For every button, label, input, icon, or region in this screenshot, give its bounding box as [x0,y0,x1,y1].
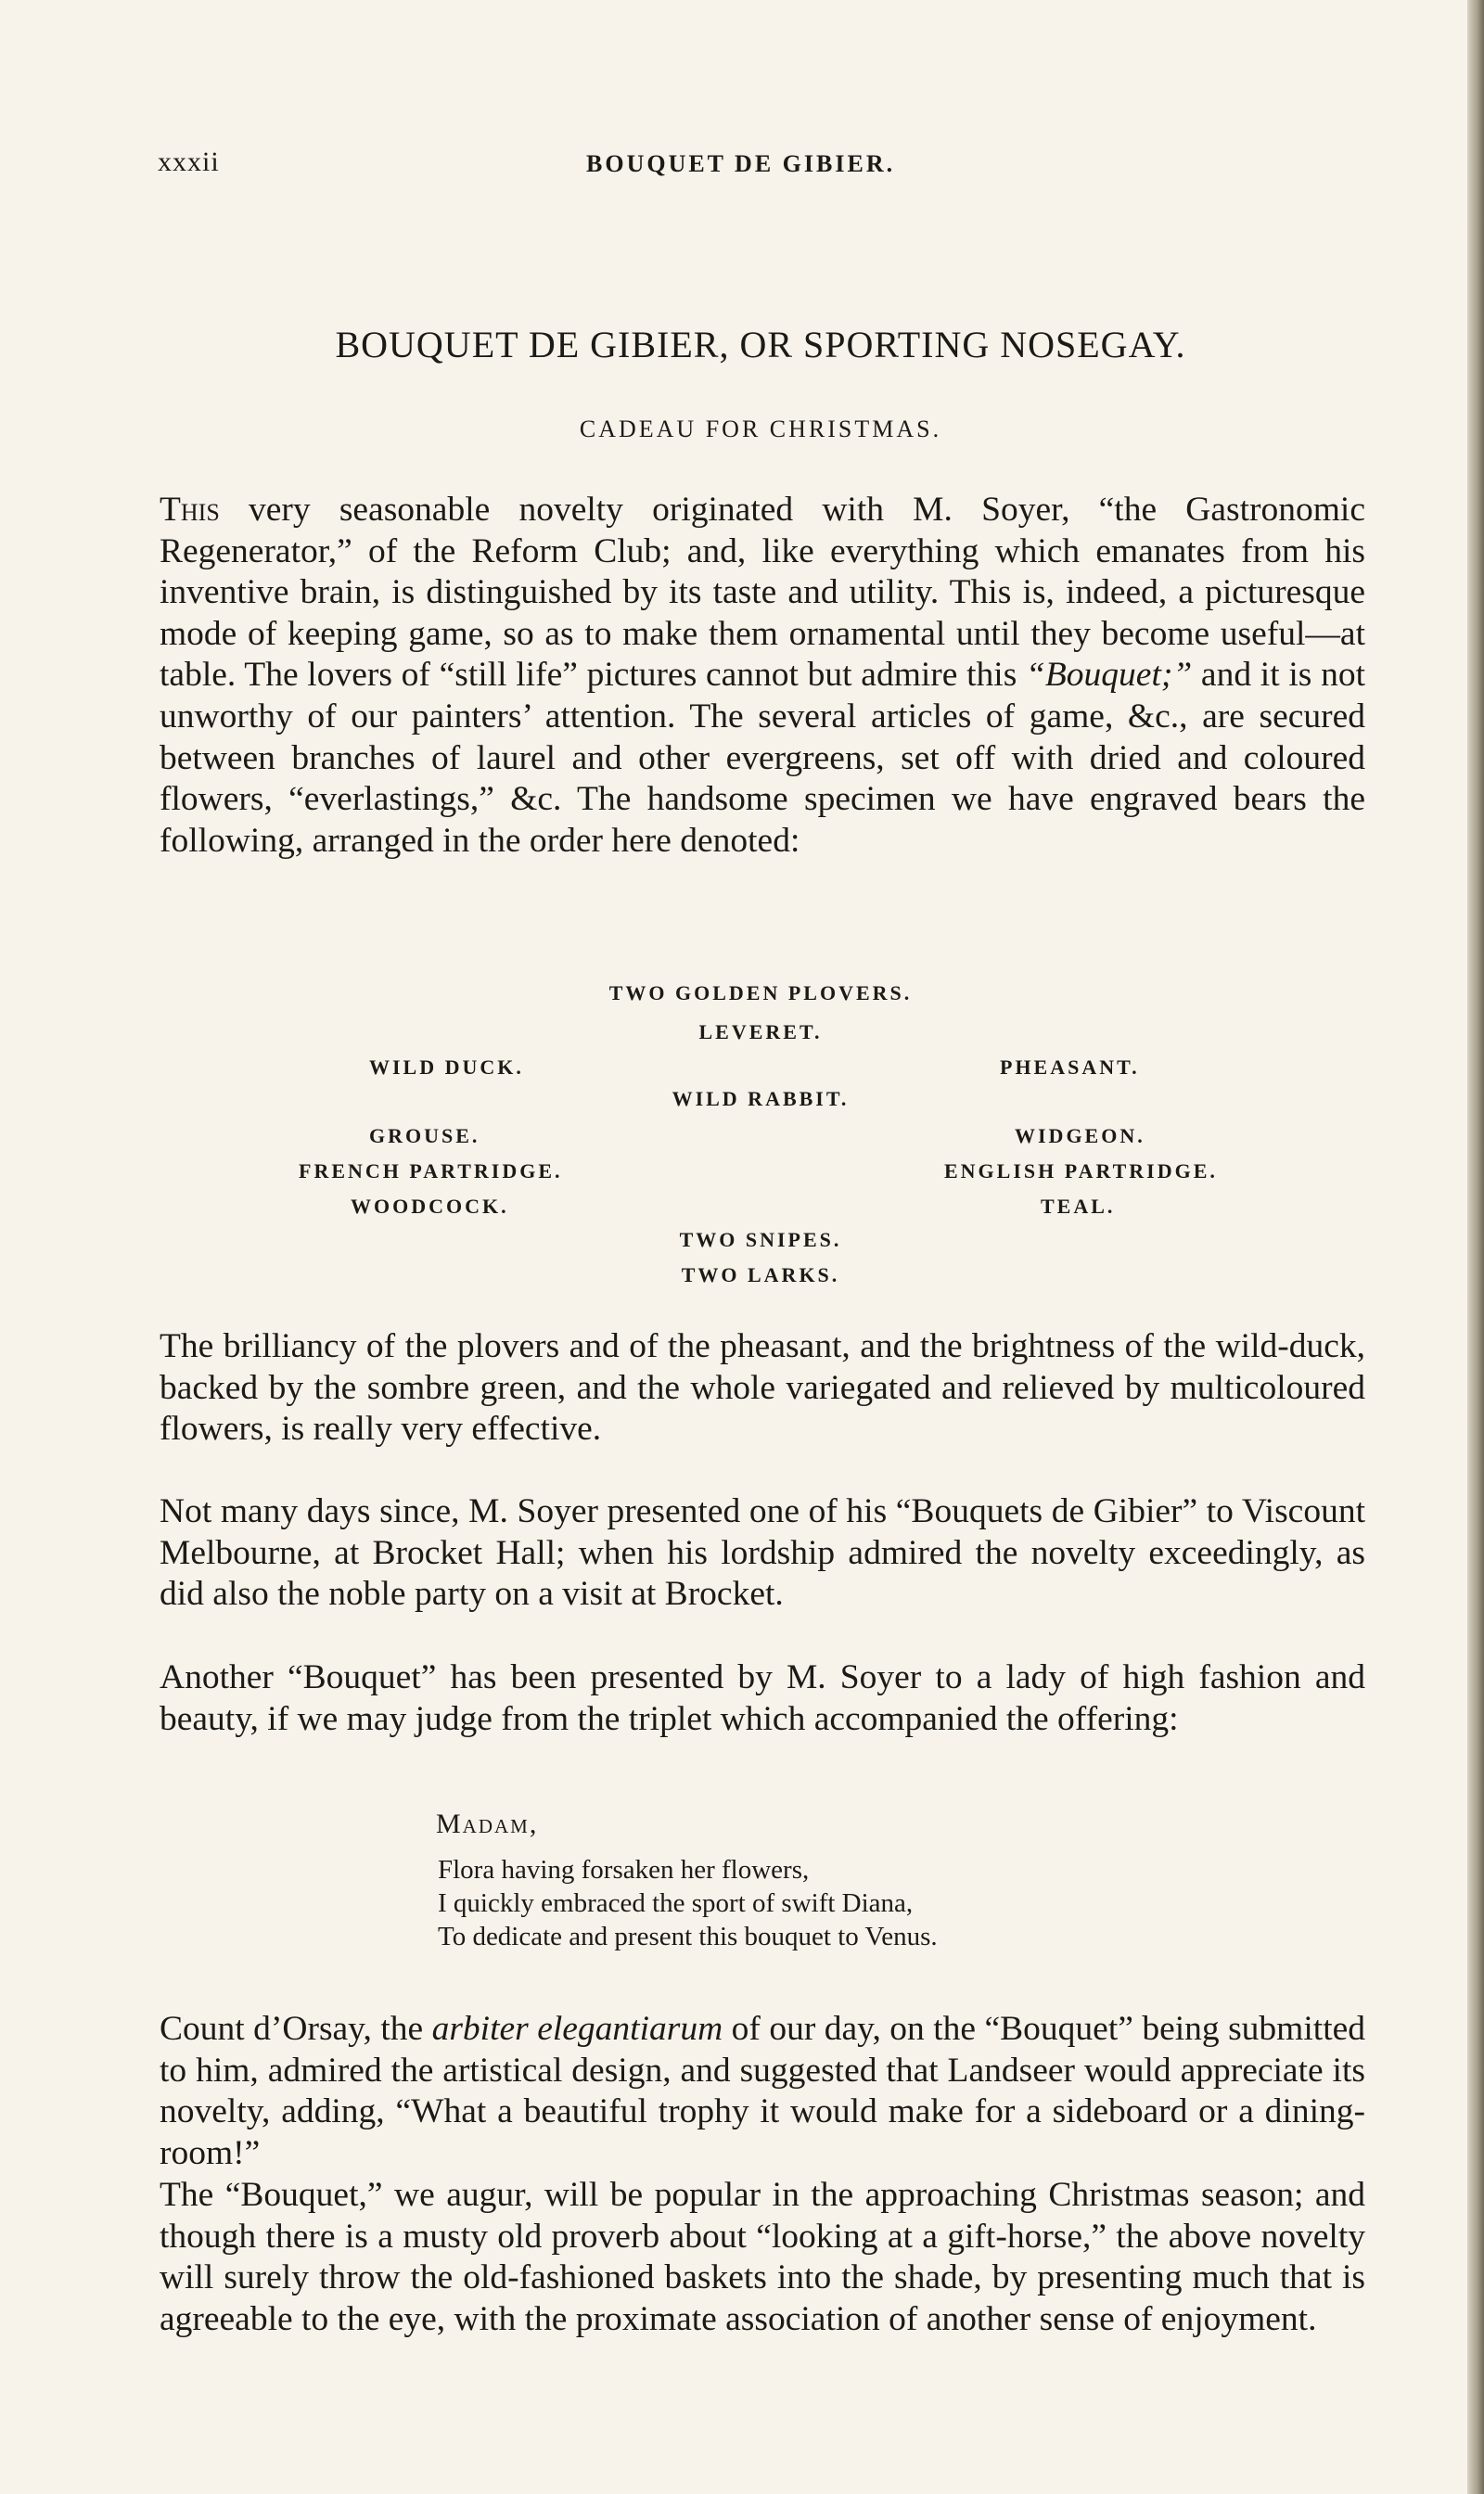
another-bouquet-paragraph: Another “Bouquet” has been presented by M. Soyer to a lady of high fashion and beauty, if we may judge from the triplet which accompanied the offering: [160,1658,1365,1738]
christmas-paragraph: The “Bouquet,” we augur, will be popular in the approaching Christmas season; and though there is a musty old proverb about “looking at a gift-horse,” the above novelty will surely throw the old-fashioned baskets into the shade, by presenting much that is agreeable to the eye, with the proximate association of another sense of enjoyment. [160,2176,1365,2338]
dorsay-text-2: of our day, on the “Bouquet” being submitted to him, admired the artistical design, and suggested that Landseer would appreciate its novelty, adding, “What a beautiful trophy it would make for a sideboard or a dining-room!” [160,2010,1366,2172]
list-item-two-larks: TWO LARKS. [681,1263,840,1286]
triplet-salutation: Madam, [436,1809,539,1839]
list-item-leveret: LEVERET. [698,1020,823,1043]
article-subtitle: CADEAU FOR CHRISTMAS. [579,416,942,442]
triplet-line-1: Flora having forsaken her flowers, [438,1855,810,1885]
triplet-verse [438,1853,938,1953]
page-number: xxxii [158,147,220,177]
intro-lead-word: This [160,491,220,529]
intro-emphasis: “Bouquet;” [1026,656,1193,695]
intro-text-1: very seasonable novelty originated with M. Soyer, “the Gastronomic Regenerator,” of the Reform Club; and, like everything which emanates from his inventive brain, is distinguished by its taste and utility. This is, indeed, a picturesque mode of keeping game, so as to make them ornamental until they become useful—at table. The lovers of “still life” pictures cannot but admire this [160,491,1365,695]
list-item-pheasant: PHEASANT. [1000,1055,1140,1079]
list-item-teal: TEAL. [1041,1195,1116,1218]
dorsay-emphasis: arbiter elegantiarum [431,2010,723,2048]
list-item-french-partridge: FRENCH PARTRIDGE. [299,1159,563,1183]
game-arrangement-list [158,981,1363,1297]
list-item-english-partridge: ENGLISH PARTRIDGE. [944,1159,1218,1183]
running-head [158,147,1363,187]
intro-text-2: and it is not unworthy of our painters’ attention. The several articles of game, &c., are secured between branches of laurel and other evergreens, set off with dried and coloured flowers, “everlastings,” &c. The handsome specimen we have engraved bears the following, arranged in the order here denoted: [160,656,1365,860]
list-item-widgeon: WIDGEON. [1015,1124,1145,1147]
list-item-grouse: GROUSE. [369,1124,480,1147]
list-item-wild-duck: WILD DUCK. [369,1055,524,1079]
dorsay-text-1: Count d’Orsay, the [160,2010,432,2048]
article-title: BOUQUET DE GIBIER, OR SPORTING NOSEGAY. [335,324,1186,365]
list-item-two-golden-plovers: TWO GOLDEN PLOVERS. [608,981,913,1004]
intro-paragraph [160,490,1365,862]
brilliancy-paragraph: The brilliancy of the plovers and of the pheasant, and the brightness of the wild-duck, backed by the sombre green, and the whole variegated and relieved by multicoloured flowers, is really very effective. [160,1327,1365,1449]
list-item-woodcock: WOODCOCK. [351,1195,509,1218]
list-item-two-snipes: TWO SNIPES. [679,1228,842,1251]
running-title: BOUQUET DE GIBIER. [586,150,896,177]
triplet-line-3: To dedicate and present this bouquet to Venus. [438,1922,938,1951]
triplet-line-2: I quickly embraced the sport of swift Diana, [438,1888,914,1918]
melbourne-paragraph: Not many days since, M. Soyer presented one of his “Bouquets de Gibier” to Viscount Melbourne, at Brocket Hall; when his lordship admired the novelty exceedingly, as did also the noble party on a visit at Brocket. [160,1492,1365,1614]
list-item-wild-rabbit: WILD RABBIT. [672,1087,850,1110]
dorsay-paragraph [160,2009,1365,2174]
